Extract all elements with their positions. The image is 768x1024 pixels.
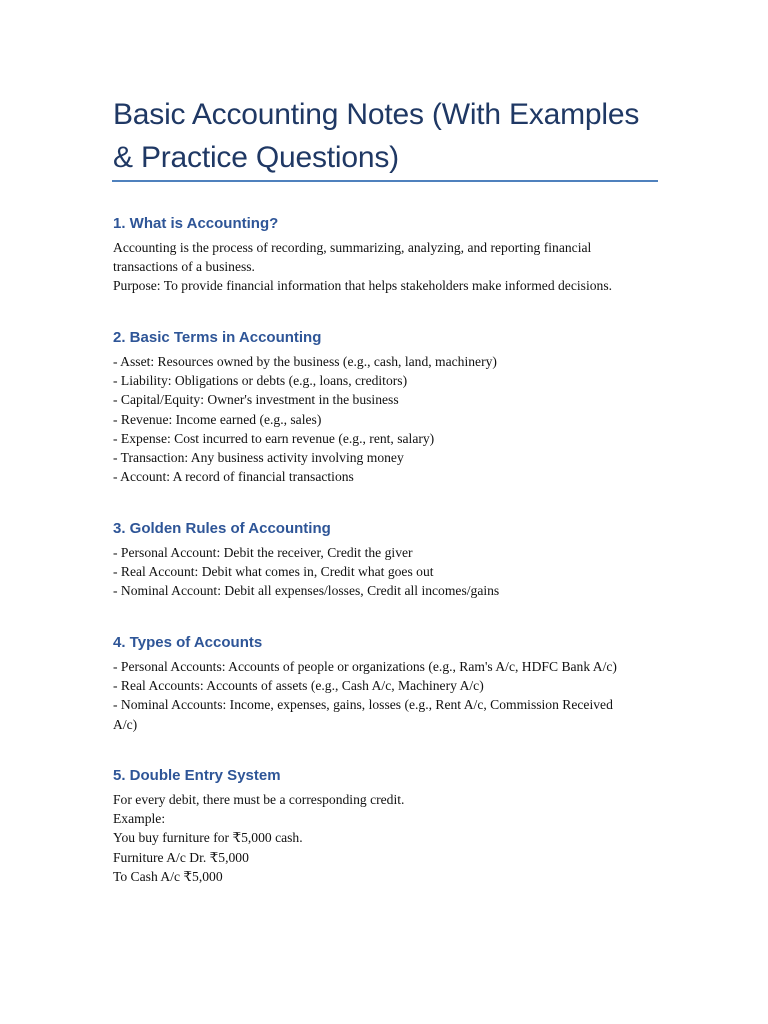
title-underline: [112, 180, 658, 182]
section-heading: 4. Types of Accounts: [113, 634, 263, 651]
list-item: - Account: A record of financial transactions: [113, 469, 354, 485]
list-item: - Personal Account: Debit the receiver, Credit the giver: [113, 545, 413, 560]
body-line: Example:: [113, 811, 166, 827]
list-item: - Nominal Account: Debit all expenses/losses, Credit all incomes/gains: [113, 583, 500, 599]
list-item: - Asset: Resources owned by the business (e.g., cash, land, machinery): [113, 354, 497, 369]
section-what-is-accounting: [113, 214, 673, 296]
list-item: - Transaction: Any business activity involving money: [113, 450, 404, 466]
document-title-line-1: Basic Accounting Notes (With Examples: [113, 98, 640, 131]
list-item: - Revenue: Income earned (e.g., sales): [113, 411, 322, 427]
section-golden-rules: [113, 519, 673, 601]
section-body: [113, 238, 673, 296]
list-item: - Liability: Obligations or debts (e.g., loans, creditors): [113, 373, 408, 389]
body-line: Accounting is the process of recording, summarizing, analyzing, and reporting financial: [113, 240, 592, 255]
section-basic-terms: [113, 328, 673, 486]
list-item: - Real Accounts: Accounts of assets (e.g., Cash A/c, Machinery A/c): [113, 678, 484, 694]
section-body: [113, 543, 673, 601]
section-types-of-accounts: [113, 633, 673, 734]
body-line: For every debit, there must be a corresponding credit.: [113, 792, 405, 807]
list-item: - Real Account: Debit what comes in, Credit what goes out: [113, 564, 434, 580]
section-heading: 3. Golden Rules of Accounting: [113, 520, 331, 537]
journal-entry-credit: To Cash A/c ₹5,000: [113, 868, 223, 884]
list-item: - Nominal Accounts: Income, expenses, gains, losses (e.g., Rent A/c, Commission Received: [113, 697, 613, 713]
document-title-line-2: & Practice Questions): [113, 141, 399, 174]
section-double-entry: [113, 766, 673, 886]
journal-entry-debit: Furniture A/c Dr. ₹5,000: [113, 849, 249, 865]
body-line: Purpose: To provide financial information that helps stakeholders make informed decisions.: [113, 278, 613, 294]
list-item-continuation: A/c): [113, 716, 138, 732]
list-item: - Personal Accounts: Accounts of people or organizations (e.g., Ram's A/c, HDFC Bank A/c): [113, 659, 617, 674]
list-item: - Capital/Equity: Owner's investment in the business: [113, 392, 399, 408]
section-heading: 2. Basic Terms in Accounting: [113, 329, 322, 346]
document-title: [113, 93, 673, 179]
body-line: transactions of a business.: [113, 259, 255, 275]
section-heading: 1. What is Accounting?: [113, 215, 279, 232]
section-body: [113, 790, 673, 886]
body-line: You buy furniture for ₹5,000 cash.: [113, 830, 303, 846]
section-body: [113, 352, 673, 486]
section-body: [113, 657, 673, 734]
section-heading: 5. Double Entry System: [113, 767, 281, 784]
list-item: - Expense: Cost incurred to earn revenue (e.g., rent, salary): [113, 430, 435, 446]
